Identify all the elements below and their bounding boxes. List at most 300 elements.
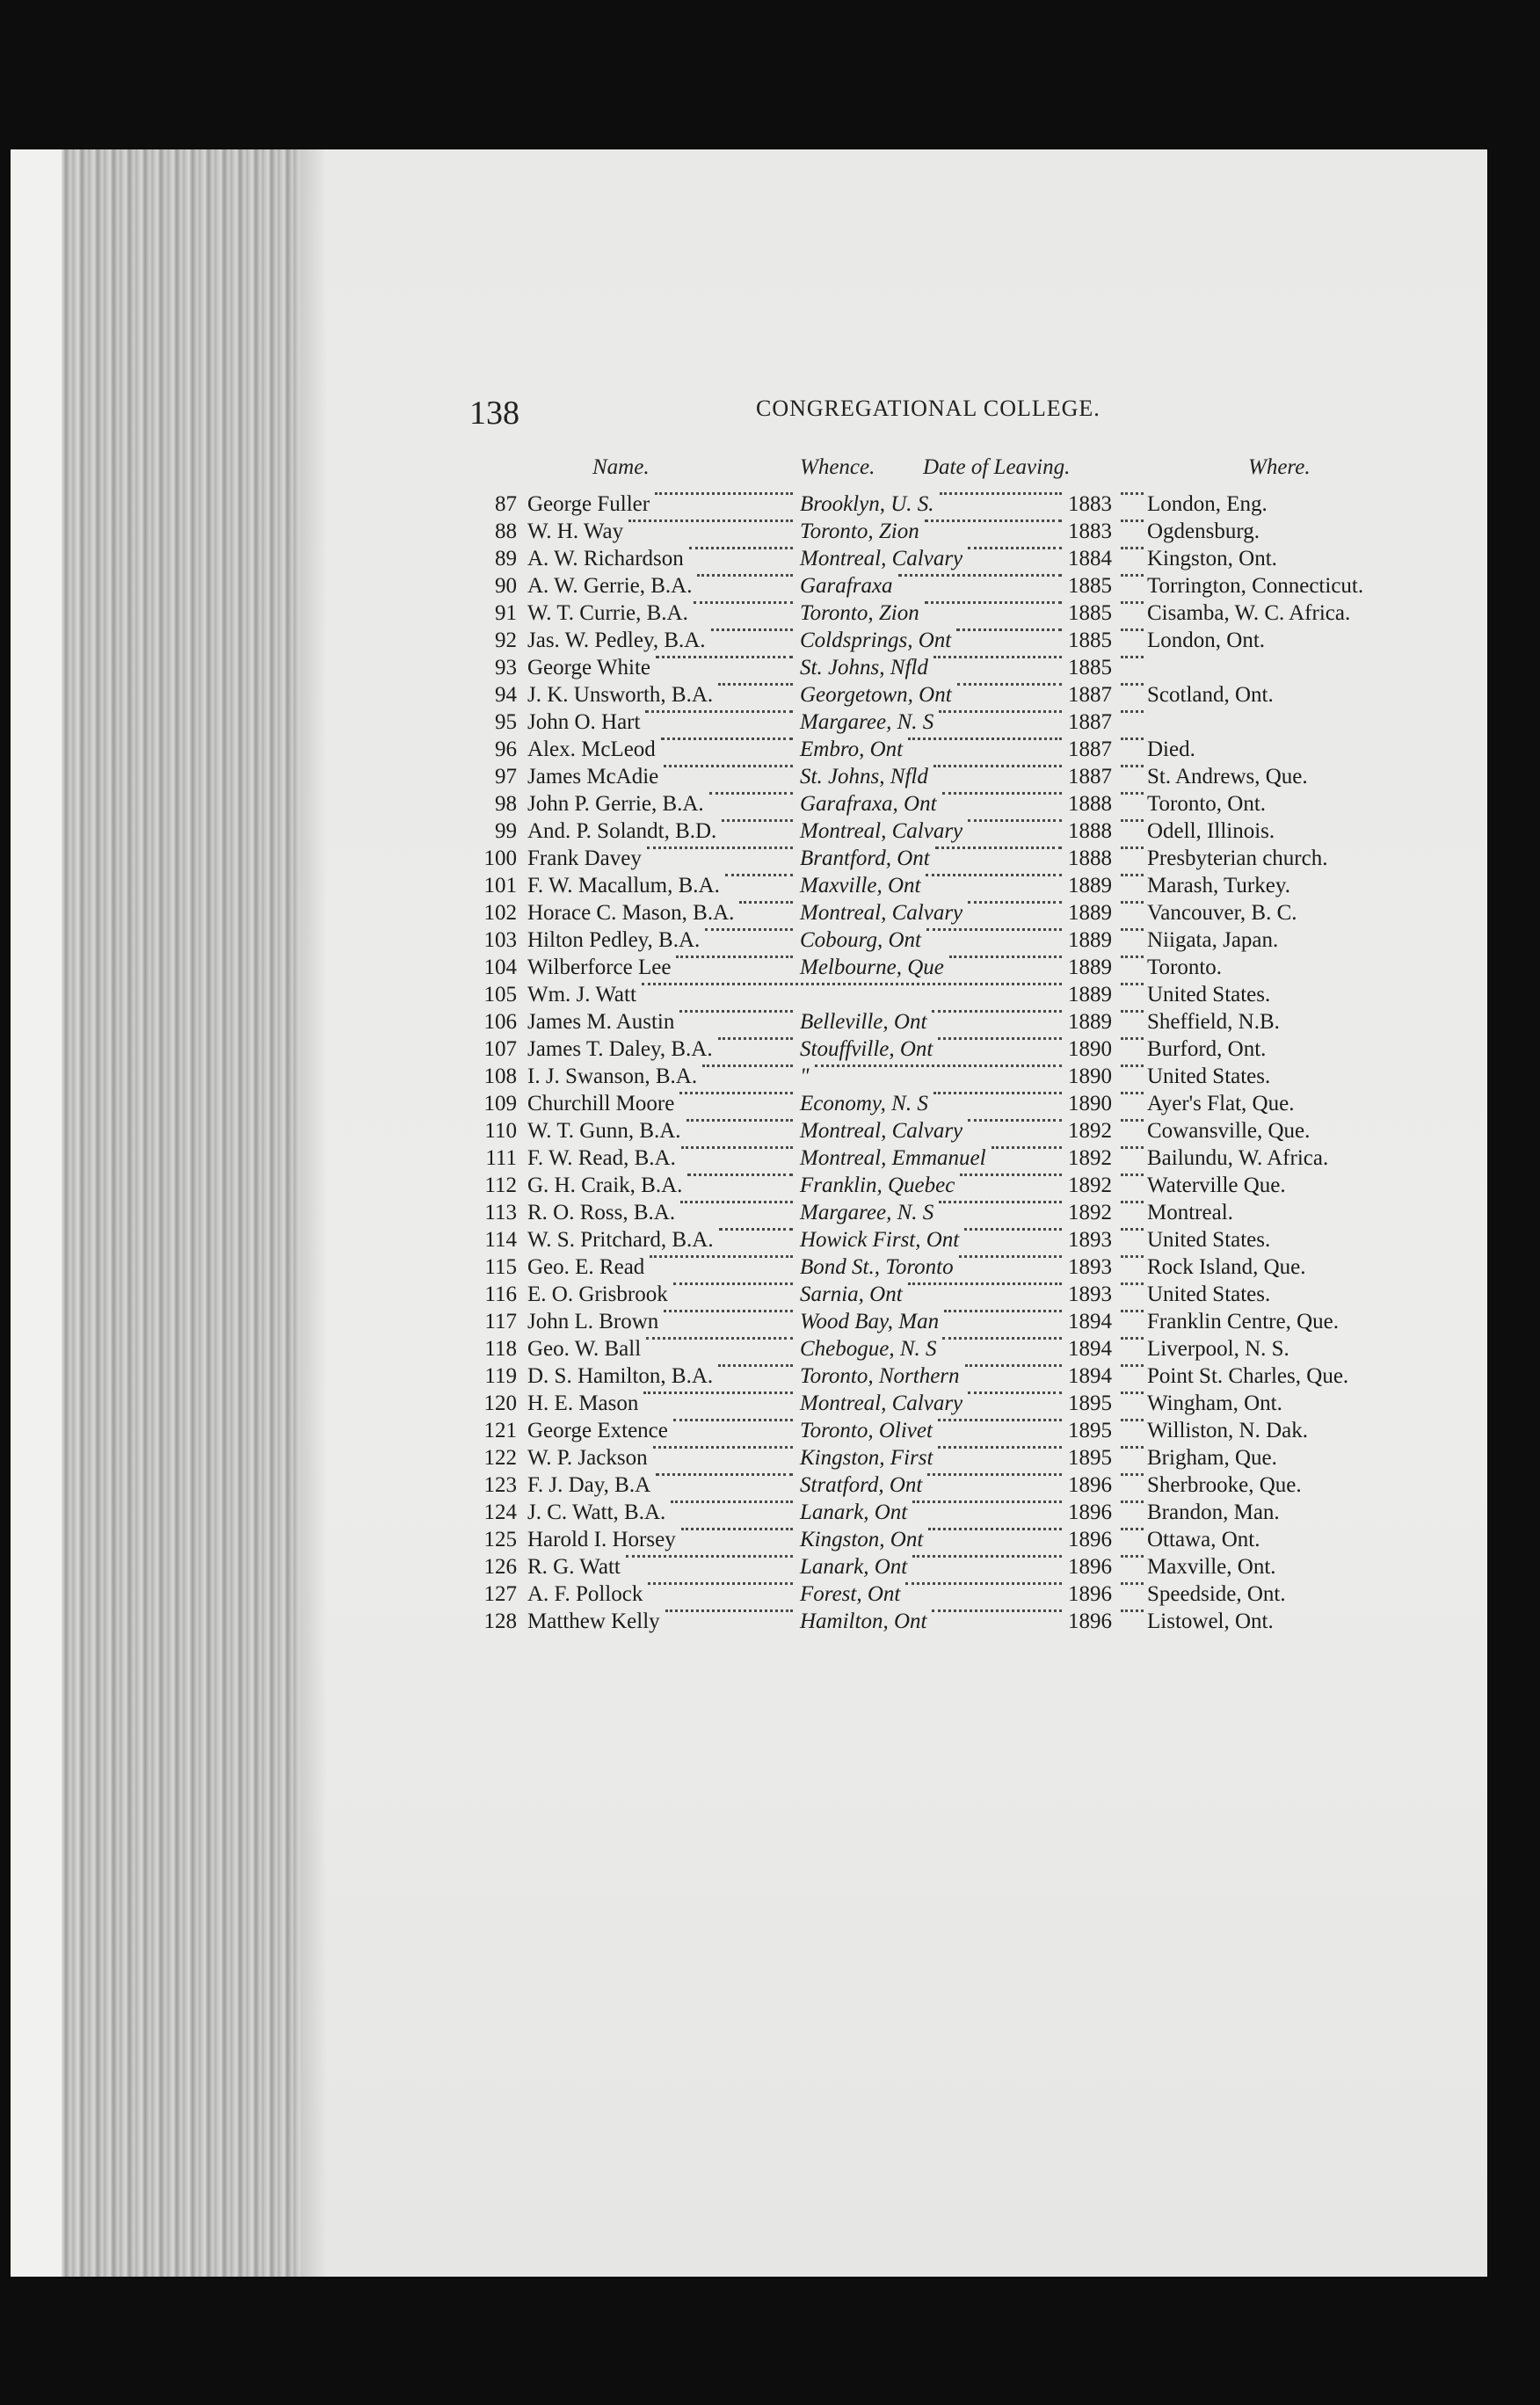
dot-leader [1121, 656, 1144, 658]
entry-whence: Brooklyn, U. S. [800, 492, 934, 516]
dot-leader [645, 710, 793, 713]
dot-leader [1121, 901, 1144, 904]
dot-leader [1121, 683, 1144, 686]
dot-leader [664, 1310, 793, 1312]
entry-number: 97 [495, 765, 517, 788]
entry-number: 118 [484, 1337, 517, 1361]
dot-leader [1121, 1119, 1144, 1122]
dot-leader [718, 1037, 793, 1040]
dot-leader [968, 1391, 1062, 1394]
entry-where: Sheffield, N.B. [1147, 1010, 1280, 1034]
entry-name: I. J. Swanson, B.A. [527, 1064, 698, 1088]
list-item [466, 1119, 1450, 1146]
entry-number: 111 [485, 1146, 517, 1170]
entry-name: F. W. Read, B.A. [527, 1146, 676, 1170]
entry-year: 1895 [1068, 1446, 1112, 1470]
dot-leader [1121, 1201, 1144, 1203]
list-item [466, 1609, 1450, 1637]
entry-where: Died. [1147, 737, 1195, 761]
dot-leader [926, 874, 1062, 876]
dot-leader [679, 1010, 793, 1013]
entry-where: Ogdensburg. [1147, 520, 1260, 543]
dot-leader [1121, 710, 1144, 713]
entry-whence: Montreal, Calvary [800, 1391, 963, 1415]
entry-year: 1884 [1068, 547, 1112, 570]
entry-whence: Brantford, Ont [800, 846, 930, 870]
entry-where: Ayer's Flat, Que. [1147, 1092, 1295, 1115]
entry-whence: Melbourne, Que [800, 955, 944, 979]
dot-leader [1121, 765, 1144, 767]
entry-year: 1888 [1068, 819, 1112, 843]
entry-number: 94 [495, 683, 517, 707]
entry-number: 102 [483, 901, 517, 925]
entry-number: 114 [484, 1228, 517, 1252]
student-list [466, 492, 1450, 1637]
list-item [466, 1282, 1450, 1310]
entry-where: Cowansville, Que. [1147, 1119, 1311, 1143]
entry-where: Maxville, Ont. [1147, 1555, 1276, 1579]
entry-name: W. H. Way [527, 520, 624, 543]
entry-name: Churchill Moore [527, 1092, 675, 1115]
entry-name: A. W. Richardson [527, 547, 684, 570]
entry-number: 121 [483, 1419, 517, 1442]
entry-whence: Montreal, Calvary [800, 901, 963, 925]
entry-where: Brandon, Man. [1147, 1500, 1280, 1524]
entry-year: 1890 [1068, 1092, 1112, 1115]
entry-name: Matthew Kelly [527, 1609, 660, 1633]
dot-leader [673, 1282, 793, 1285]
entry-where: Point St. Charles, Que. [1147, 1364, 1349, 1388]
dot-leader [705, 928, 793, 931]
entry-where: United States. [1147, 1282, 1271, 1306]
entry-whence: St. Johns, Nfld [800, 656, 928, 679]
entry-whence: Forest, Ont [800, 1582, 901, 1606]
list-item [466, 1473, 1450, 1500]
entry-year: 1888 [1068, 792, 1112, 816]
dot-leader [739, 901, 793, 904]
entry-number: 127 [483, 1582, 517, 1606]
column-header-date-of-leaving: Date of Leaving. [923, 455, 1071, 479]
entry-whence: Montreal, Calvary [800, 819, 963, 843]
entry-where: Toronto. [1147, 955, 1223, 979]
entry-number: 128 [483, 1609, 517, 1633]
entry-name: J. K. Unsworth, B.A. [527, 683, 714, 707]
entry-whence: Toronto, Zion [800, 601, 919, 625]
entry-name: James T. Daley, B.A. [527, 1037, 713, 1061]
dot-leader [925, 601, 1062, 604]
dot-leader [661, 737, 793, 740]
entry-name: F. J. Day, B.A [527, 1473, 651, 1497]
dot-leader [1121, 1010, 1144, 1013]
dot-leader [653, 1446, 793, 1449]
dot-leader [718, 1364, 793, 1367]
entry-where: Kingston, Ont. [1147, 547, 1277, 570]
page-edges [11, 149, 301, 2277]
dot-leader [959, 1255, 1062, 1258]
list-item [466, 574, 1450, 601]
dot-leader [933, 765, 1062, 767]
entry-whence: Wood Bay, Man [800, 1310, 940, 1333]
entry-whence: Montreal, Calvary [800, 547, 963, 570]
entry-number: 106 [483, 1010, 517, 1034]
entry-where: Niigata, Japan. [1147, 928, 1279, 952]
dot-leader [908, 1282, 1062, 1285]
entry-number: 120 [483, 1391, 517, 1415]
dot-leader [942, 792, 1062, 795]
dot-leader [1121, 1064, 1144, 1067]
entry-year: 1885 [1068, 601, 1112, 625]
entry-year: 1885 [1068, 628, 1112, 652]
entry-name: John O. Hart [527, 710, 641, 734]
dot-leader [664, 765, 793, 767]
dot-leader [626, 1555, 793, 1558]
dot-leader [968, 901, 1062, 904]
entry-where: Franklin Centre, Que. [1147, 1310, 1340, 1333]
entry-number: 90 [495, 574, 517, 598]
entry-whence: Margaree, N. S [800, 1201, 934, 1224]
dot-leader [642, 983, 1062, 985]
dot-leader [968, 819, 1062, 822]
entry-year: 1896 [1068, 1500, 1112, 1524]
list-item [466, 1092, 1450, 1119]
entry-name: Horace C. Mason, B.A. [527, 901, 735, 925]
list-item [466, 710, 1450, 737]
list-item [466, 955, 1450, 983]
entry-where: London, Eng. [1147, 492, 1268, 516]
dot-leader [942, 1337, 1062, 1340]
dot-leader [1121, 983, 1144, 985]
entry-name: Wm. J. Watt [527, 983, 636, 1006]
dot-leader [1121, 1446, 1144, 1449]
dot-leader [1121, 1609, 1144, 1612]
dot-leader [932, 1010, 1062, 1013]
entry-whence: Coldsprings, Ont [800, 628, 952, 652]
entry-number: 88 [495, 520, 517, 543]
entry-whence: Georgetown, Ont [800, 683, 952, 707]
dot-leader [932, 1609, 1062, 1612]
entry-year: 1892 [1068, 1173, 1112, 1197]
dot-leader [949, 955, 1062, 958]
dot-leader [1121, 1146, 1144, 1149]
page-number: 138 [469, 395, 519, 432]
entry-name: Wilberforce Lee [527, 955, 672, 979]
entry-year: 1885 [1068, 574, 1112, 598]
dot-leader [940, 492, 1062, 495]
entry-year: 1895 [1068, 1391, 1112, 1415]
entry-year: 1893 [1068, 1228, 1112, 1252]
dot-leader [1121, 928, 1144, 931]
dot-leader [1121, 520, 1144, 522]
entry-where: Cisamba, W. C. Africa. [1147, 601, 1351, 625]
dot-leader [965, 1364, 1062, 1367]
entry-whence: Economy, N. S [800, 1092, 928, 1115]
dot-leader [968, 1119, 1062, 1122]
dot-leader [650, 1255, 793, 1258]
entry-year: 1892 [1068, 1119, 1112, 1143]
entry-number: 89 [495, 547, 517, 570]
entry-year: 1889 [1068, 983, 1112, 1006]
list-item [466, 1528, 1450, 1555]
list-item [466, 1010, 1450, 1037]
dot-leader [1121, 955, 1144, 958]
dot-leader [905, 1582, 1062, 1585]
entry-number: 119 [484, 1364, 517, 1388]
entry-name: John L. Brown [527, 1310, 659, 1333]
list-item [466, 1255, 1450, 1282]
entry-where: Toronto, Ont. [1147, 792, 1267, 816]
entry-name: Jas. W. Pedley, B.A. [527, 628, 706, 652]
entry-name: W. T. Currie, B.A. [527, 601, 688, 625]
entry-number: 93 [495, 656, 517, 679]
entry-name: R. G. Watt [527, 1555, 621, 1579]
entry-number: 122 [483, 1446, 517, 1470]
entry-year: 1896 [1068, 1555, 1112, 1579]
dot-leader [656, 1473, 793, 1476]
dot-leader [671, 1500, 793, 1503]
dot-leader [1121, 874, 1144, 876]
entry-whence: Toronto, Northern [800, 1364, 960, 1388]
entry-name: James M. Austin [527, 1010, 675, 1034]
list-item [466, 1555, 1450, 1582]
entry-name: W. T. Gunn, B.A. [527, 1119, 681, 1143]
entry-name: H. E. Mason [527, 1391, 639, 1415]
entry-number: 124 [483, 1500, 517, 1524]
entry-number: 91 [495, 601, 517, 625]
entry-year: 1896 [1068, 1528, 1112, 1551]
dot-leader [908, 737, 1062, 740]
dot-leader [968, 547, 1062, 549]
entry-number: 101 [483, 874, 517, 897]
list-item [466, 846, 1450, 874]
dot-leader [1121, 1364, 1144, 1367]
dot-leader [939, 1201, 1062, 1203]
dot-leader [673, 1419, 793, 1421]
dot-leader [935, 846, 1062, 849]
entry-where: Bailundu, W. Africa. [1147, 1146, 1329, 1170]
entry-number: 116 [484, 1282, 517, 1306]
entry-name: Hilton Pedley, B.A. [527, 928, 701, 952]
dot-leader [1121, 1228, 1144, 1231]
entry-number: 103 [483, 928, 517, 952]
entry-whence: Maxville, Ont [800, 874, 921, 897]
entry-whence: Garafraxa, Ont [800, 792, 937, 816]
dot-leader [702, 1064, 793, 1067]
list-item [466, 628, 1450, 656]
list-item [466, 1037, 1450, 1064]
entry-where: St. Andrews, Que. [1147, 765, 1308, 788]
dot-leader [718, 683, 793, 686]
dot-leader [938, 1419, 1062, 1421]
entry-year: 1895 [1068, 1419, 1112, 1442]
entry-year: 1887 [1068, 710, 1112, 734]
entry-where: Sherbrooke, Que. [1147, 1473, 1302, 1497]
entry-name: F. W. Macallum, B.A. [527, 874, 720, 897]
list-item [466, 1310, 1450, 1337]
entry-year: 1889 [1068, 1010, 1112, 1034]
dot-leader [1121, 737, 1144, 740]
dot-leader [648, 1582, 793, 1585]
dot-leader [938, 1446, 1062, 1449]
entry-number: 98 [495, 792, 517, 816]
entry-year: 1889 [1068, 901, 1112, 925]
entry-whence: Bond St., Toronto [800, 1255, 954, 1279]
dot-leader [912, 1500, 1062, 1503]
entry-where: United States. [1147, 1064, 1271, 1088]
entry-whence: Franklin, Quebec [800, 1173, 955, 1197]
entry-number: 104 [483, 955, 517, 979]
entry-year: 1894 [1068, 1364, 1112, 1388]
dot-leader [676, 955, 793, 958]
entry-name: Harold I. Horsey [527, 1528, 676, 1551]
entry-whence: Sarnia, Ont [800, 1282, 903, 1306]
dot-leader [939, 710, 1062, 713]
entry-number: 109 [483, 1092, 517, 1115]
entry-name: George Fuller [527, 492, 650, 516]
entry-number: 100 [483, 846, 517, 870]
entry-name: W. P. Jackson [527, 1446, 648, 1470]
dot-leader [938, 1037, 1062, 1040]
dot-leader [1121, 1282, 1144, 1285]
dot-leader [926, 928, 1062, 931]
entry-name: Geo. W. Ball [527, 1337, 642, 1361]
dot-leader [679, 1092, 793, 1094]
entry-where: London, Ont. [1147, 628, 1266, 652]
entry-where: Speedside, Ont. [1147, 1582, 1286, 1606]
entry-number: 107 [483, 1037, 517, 1061]
entry-number: 112 [484, 1173, 517, 1197]
dot-leader [1121, 819, 1144, 822]
entry-year: 1889 [1068, 874, 1112, 897]
dot-leader [960, 1173, 1062, 1176]
entry-where: Burford, Ont. [1147, 1037, 1267, 1061]
entry-name: G. H. Craik, B.A. [527, 1173, 683, 1197]
dot-leader [933, 656, 1062, 658]
list-item [466, 492, 1450, 520]
list-item [466, 1064, 1450, 1092]
entry-where: Brigham, Que. [1147, 1446, 1277, 1470]
entry-whence: Toronto, Olivet [800, 1419, 933, 1442]
dot-leader [1121, 1391, 1144, 1394]
entry-year: 1887 [1068, 765, 1112, 788]
entry-number: 105 [483, 983, 517, 1006]
list-item [466, 656, 1450, 683]
dot-leader [956, 628, 1062, 631]
dot-leader [1121, 1173, 1144, 1176]
entry-year: 1896 [1068, 1473, 1112, 1497]
list-item [466, 547, 1450, 574]
entry-whence: Kingston, First [800, 1446, 933, 1470]
dot-leader [1121, 601, 1144, 604]
entry-name: A. F. Pollock [527, 1582, 643, 1606]
entry-name: W. S. Pritchard, B.A. [527, 1228, 714, 1252]
entry-number: 113 [484, 1201, 517, 1224]
dot-leader [647, 846, 793, 849]
entry-where: Scotland, Ont. [1147, 683, 1274, 707]
dot-leader [927, 1473, 1062, 1476]
entry-year: 1896 [1068, 1609, 1112, 1633]
dot-leader [1121, 574, 1144, 577]
list-item [466, 1582, 1450, 1609]
entry-whence: Toronto, Zion [800, 520, 919, 543]
dot-leader [1121, 492, 1144, 495]
entry-number: 110 [484, 1119, 517, 1143]
entry-where: Vancouver, B. C. [1147, 901, 1297, 925]
dot-leader [1121, 1419, 1144, 1421]
entry-year: 1894 [1068, 1337, 1112, 1361]
list-item [466, 1364, 1450, 1391]
entry-number: 125 [483, 1528, 517, 1551]
entry-where: United States. [1147, 1228, 1271, 1252]
column-header-name: Name. [592, 455, 650, 479]
list-item [466, 1391, 1450, 1419]
entry-name: John P. Gerrie, B.A. [527, 792, 704, 816]
list-item [466, 765, 1450, 792]
dot-leader [1121, 846, 1144, 849]
entry-where: Rock Island, Que. [1147, 1255, 1306, 1279]
list-item [466, 1500, 1450, 1528]
list-item [466, 737, 1450, 765]
entry-name: R. O. Ross, B.A. [527, 1201, 676, 1224]
dot-leader [689, 547, 793, 549]
column-header-whence: Whence. [800, 455, 875, 479]
dot-leader [646, 1337, 793, 1340]
dot-leader [665, 1609, 793, 1612]
entry-whence: St. Johns, Nfld [800, 765, 928, 788]
dot-leader [912, 1555, 1062, 1558]
entry-number: 95 [495, 710, 517, 734]
list-item [466, 874, 1450, 901]
entry-number: 99 [495, 819, 517, 843]
entry-whence: Montreal, Emmanuel [800, 1146, 986, 1170]
entry-number: 126 [483, 1555, 517, 1579]
dot-leader [719, 1228, 793, 1231]
list-item [466, 1201, 1450, 1228]
entry-year: 1892 [1068, 1201, 1112, 1224]
dot-leader [992, 1146, 1062, 1149]
entry-name: D. S. Hamilton, B.A. [527, 1364, 714, 1388]
entry-whence: Kingston, Ont [800, 1528, 924, 1551]
entry-where: Montreal. [1147, 1201, 1233, 1224]
list-item [466, 928, 1450, 955]
entry-whence: Belleville, Ont [800, 1010, 927, 1034]
list-item [466, 1419, 1450, 1446]
entry-name: James McAdie [527, 765, 659, 788]
list-item [466, 1337, 1450, 1364]
dot-leader [1121, 1500, 1144, 1503]
list-item [466, 1446, 1450, 1473]
entry-year: 1889 [1068, 955, 1112, 979]
column-header-where: Where. [1248, 455, 1311, 479]
dot-leader [928, 1528, 1062, 1530]
list-item [466, 1228, 1450, 1255]
entry-name: George Extence [527, 1419, 668, 1442]
dot-leader [680, 1201, 793, 1203]
list-item [466, 601, 1450, 628]
dot-leader [898, 574, 1062, 577]
dot-leader [687, 1173, 793, 1176]
entry-whence: Lanark, Ont [800, 1500, 908, 1524]
entry-whence: " [800, 1064, 810, 1088]
entry-where: Marash, Turkey. [1147, 874, 1290, 897]
entry-name: E. O. Grisbrook [527, 1282, 668, 1306]
entry-where: United States. [1147, 983, 1271, 1006]
list-item [466, 1146, 1450, 1173]
entry-whence: Garafraxa [800, 574, 893, 598]
entry-where: Williston, N. Dak. [1147, 1419, 1309, 1442]
entry-where: Ottawa, Ont. [1147, 1528, 1260, 1551]
entry-whence: Margaree, N. S [800, 710, 934, 734]
dot-leader [1121, 547, 1144, 549]
